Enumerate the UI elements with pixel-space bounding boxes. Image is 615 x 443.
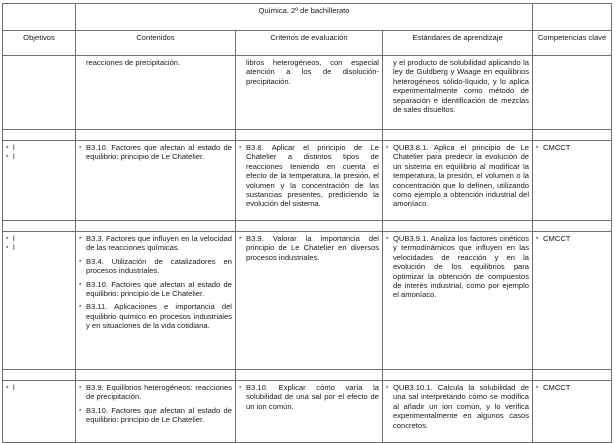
contenido-item [79, 234, 232, 253]
contenido-text: B3.10. Factores que afectan al estado de equilibrio: principio de Le Chatelier. [86, 279, 232, 299]
title-spacer-cell [3, 4, 76, 31]
competencia-item [536, 383, 608, 392]
gap-cell [533, 370, 612, 381]
objetivo-text: l [13, 152, 15, 162]
contenido-item [79, 302, 232, 330]
bullet-icon: ▪ [386, 144, 389, 151]
bullet-icon: ▪ [239, 144, 242, 151]
bullet-icon: ▪ [536, 235, 539, 242]
cell-estandares [383, 141, 533, 221]
row-gap [3, 370, 612, 381]
cell-estandares [383, 56, 533, 130]
cell-competencias [533, 141, 612, 221]
cell-objetivos [3, 381, 76, 443]
contenido-item [79, 58, 232, 67]
contenido-text: B3.9. Equilibrios heterogéneos: reacciones de precipitación. [86, 383, 232, 402]
cell-contenidos [76, 232, 236, 370]
header-objetivos: Objetivos [3, 31, 76, 56]
table-row [3, 232, 612, 370]
cell-competencias [533, 56, 612, 130]
objetivo-item [6, 234, 72, 243]
estandar-text: QUB3.8.1. Aplica el principio de Le Chatelier para predecir la evolución de un sistema en equilibrio al modificar la temperatura, la presión, el volumen o la concentración que lo definen, utilizando como ejemplo a obtención industrial del amoníaco. [393, 143, 530, 209]
title-row [3, 4, 612, 31]
cell-estandares [383, 381, 533, 443]
bullet-icon: ▪ [239, 235, 242, 242]
row-gap [3, 130, 612, 141]
row-gap [3, 221, 612, 232]
bullet-icon: ▪ [536, 144, 539, 151]
header-criterios: Criterios de evaluación [236, 31, 383, 56]
objetivo-item [6, 243, 72, 252]
gap-cell [76, 221, 236, 232]
bullet-icon: ▪ [79, 257, 82, 265]
competencia-item [536, 143, 608, 152]
criterio-text: B3.9. Valorar la importancia del principio de Le Chatelier en diversos procesos industriales. [246, 234, 379, 262]
cell-estandares [383, 232, 533, 370]
objetivo-text: l [13, 234, 15, 243]
contenido-item [79, 383, 232, 402]
title-spacer-cell-right [533, 4, 612, 31]
contenido-text: B3.3. Factores que influyen en la velocidad de las reacciones químicas. [86, 234, 232, 253]
criterio-item [239, 234, 379, 262]
estandar-text: QUB3.10.1. Calcula la solubilidad de una sal interpretando cómo se modifica al añadir un ion común, y lo verifica experimentalmente en algunos casos concretos. [393, 383, 530, 430]
cell-contenidos [76, 56, 236, 130]
bullet-icon: ▪ [79, 406, 82, 414]
table-row [3, 381, 612, 443]
header-contenidos: Contenidos [76, 31, 236, 56]
bullet-icon: ▪ [6, 384, 9, 391]
contenido-item [79, 257, 232, 276]
objetivo-item [6, 152, 72, 161]
gap-cell [76, 130, 236, 141]
cell-objetivos [3, 232, 76, 370]
objetivo-text: l [13, 243, 15, 253]
bullet-icon: ▪ [6, 235, 9, 242]
table-row [3, 56, 612, 130]
contenido-text: B3.4. Utilización de catalizadores en procesos industriales. [86, 256, 232, 276]
estandar-item [386, 234, 529, 300]
gap-cell [383, 221, 533, 232]
estandar-item [386, 143, 529, 209]
gap-cell [236, 370, 383, 381]
objetivo-text: l [13, 383, 15, 392]
criterio-item [239, 383, 379, 411]
curriculum-table [2, 3, 612, 443]
bullet-icon: ▪ [79, 235, 82, 242]
estandar-item [386, 383, 529, 430]
cell-criterios [236, 232, 383, 370]
gap-cell [383, 370, 533, 381]
bullet-icon: ▪ [386, 235, 389, 242]
bullet-icon: ▪ [79, 144, 82, 151]
header-estandares: Estándares de aprendizaje [383, 31, 533, 56]
bullet-icon: ▪ [79, 280, 82, 288]
estandar-text: QUB3.9.1. Analiza los factores cinéticos y termodinámicos que influyen en las velocidades de reacción y en la evolución de los equilibrios para optimizar la obtención de compuestos de interés industrial, como por ejemplo el amoníaco. [393, 234, 530, 300]
table-body [3, 56, 612, 443]
cell-contenidos [76, 141, 236, 221]
cell-criterios [236, 56, 383, 130]
bullet-icon: ▪ [6, 153, 9, 161]
gap-cell [383, 130, 533, 141]
contenido-item [79, 143, 232, 162]
contenido-item [79, 406, 232, 425]
table-title: Química. 2º de bachillerato [76, 4, 533, 31]
competencia-text: CMCCT [543, 143, 571, 152]
criterio-item [239, 143, 379, 209]
header-row [3, 31, 612, 56]
bullet-icon: ▪ [386, 384, 389, 391]
competencia-text: CMCCT [543, 383, 571, 392]
gap-cell [236, 221, 383, 232]
cell-contenidos [76, 381, 236, 443]
cell-competencias [533, 232, 612, 370]
gap-cell [533, 221, 612, 232]
cell-criterios [236, 381, 383, 443]
gap-cell [3, 221, 76, 232]
gap-cell [76, 370, 236, 381]
gap-cell [236, 130, 383, 141]
cell-objetivos [3, 141, 76, 221]
objetivo-item [6, 143, 72, 152]
cell-criterios [236, 141, 383, 221]
contenido-item [79, 280, 232, 299]
bullet-icon: ▪ [536, 384, 539, 391]
contenido-text: B3.11. Aplicaciones e importancia del equilibrio químico en procesos industriales y en situaciones de la vida cotidiana. [86, 302, 232, 331]
gap-cell [3, 130, 76, 141]
competencia-item [536, 234, 608, 243]
competencia-text: CMCCT [543, 234, 571, 243]
bullet-icon: ▪ [79, 303, 82, 311]
cell-competencias [533, 381, 612, 443]
bullet-icon: ▪ [6, 144, 9, 151]
criterio-text: B3.8. Aplicar el principio de Le Chatelier a distintos tipos de reacciones teniendo en cuenta el efecto de la temperatura, la presión, el volumen y la concentración de las sustancias presentes, prediciendo la evolución del sistema. [246, 143, 379, 209]
gap-cell [3, 370, 76, 381]
gap-cell [533, 130, 612, 141]
contenido-text: reacciones de precipitación. [86, 58, 181, 67]
contenido-text: B3.10. Factores que afectan al estado de equilibrio: principio de Le Chatelier. [86, 405, 232, 425]
cell-objetivos [3, 56, 76, 130]
objetivo-text: l [13, 143, 15, 152]
header-competencias: Competencias clave [533, 31, 612, 56]
estandar-text: y el producto de solubilidad aplicando la ley de Guldberg y Waage en equilibrios heterogéneos sólido-líquido, y lo aplica experimentalmente como método de separación e identificación de mezclas de sales disueltos. [393, 58, 530, 115]
objetivo-item [6, 383, 72, 392]
criterio-text: libros heterogéneos, con especial atención a los de disolución-precipitación. [246, 58, 379, 86]
bullet-icon: ▪ [6, 244, 9, 252]
table-row [3, 141, 612, 221]
bullet-icon: ▪ [79, 384, 82, 391]
criterio-text: B3.10. Explicar cómo varía la solubilidad de una sal por el efecto de un ion común. [246, 383, 379, 411]
criterio-item [239, 58, 379, 86]
bullet-icon: ▪ [239, 384, 242, 391]
estandar-item [386, 58, 529, 114]
contenido-text: B3.10. Factores que afectan al estado de equilibrio: principio de Le Chatelier. [86, 143, 232, 162]
